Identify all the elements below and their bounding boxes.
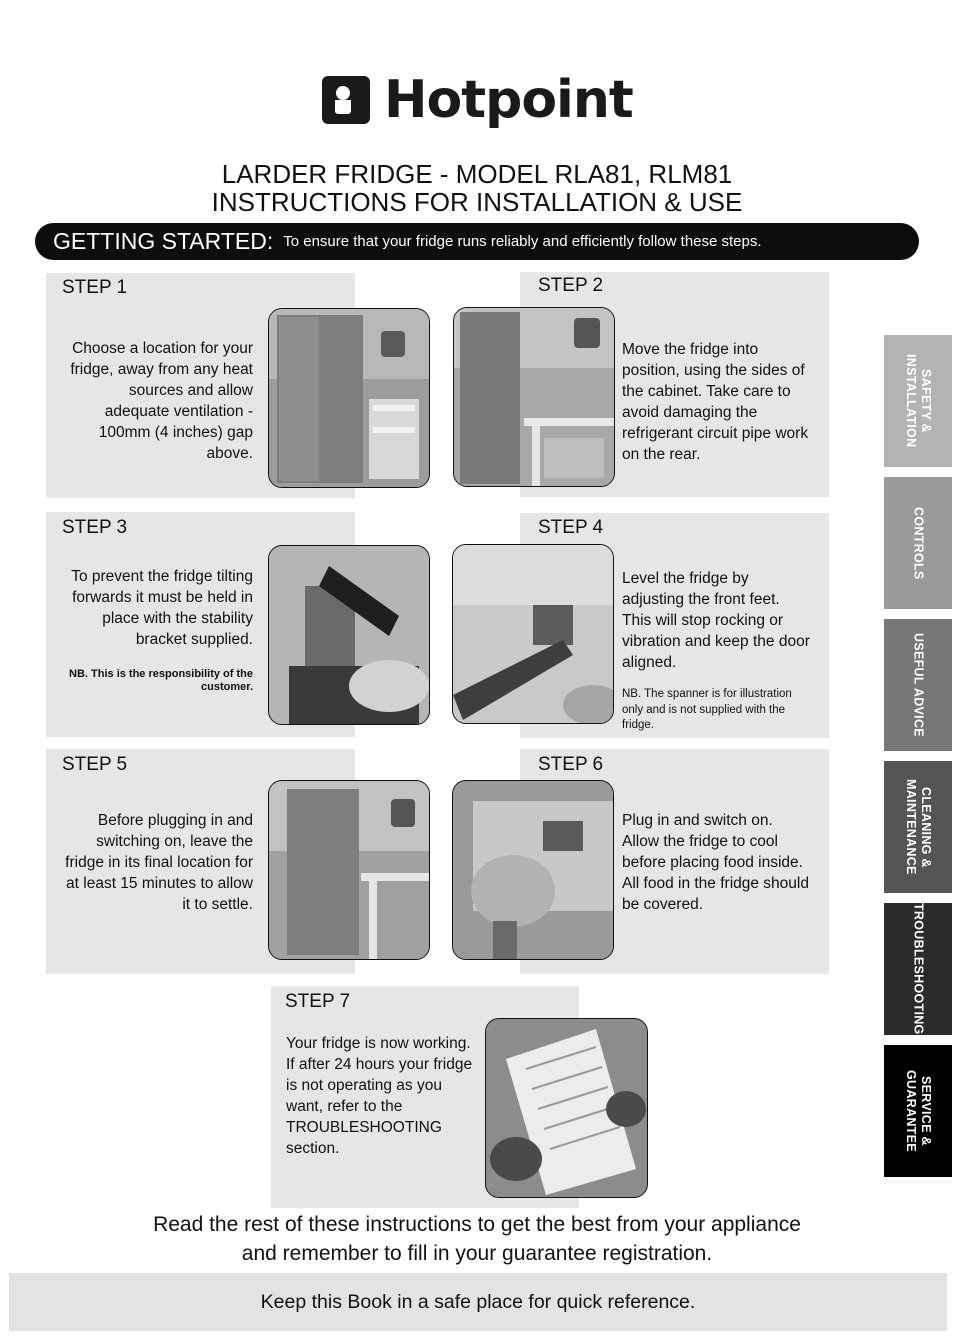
footer-message-line2: and remember to fill in your guarantee registration.: [241, 1242, 713, 1265]
keep-book-bar: [9, 1273, 947, 1331]
step-5-label: STEP 5: [62, 754, 128, 775]
tab-controls-label: CONTROLS: [911, 506, 926, 580]
tab-troubleshooting-label: TROUBLESHOOTING: [911, 903, 926, 1035]
getting-started-heading: GETTING STARTED:: [53, 228, 274, 254]
step-3-note: NB. This is the responsibility of the customer.: [69, 668, 253, 693]
step-2-text: Move the fridge into position, using the sides of the cabinet. Take care to avoid damaging the refrigerant circuit pipe work on the rear.: [622, 341, 809, 463]
tab-controls[interactable]: [884, 477, 952, 609]
step-6-label: STEP 6: [538, 754, 604, 775]
step-5-photo: [268, 780, 430, 960]
tab-safety-installation[interactable]: [884, 335, 952, 467]
tab-safety-installation-label: SAFETY & INSTALLATION: [904, 354, 933, 448]
step-2-label: STEP 2: [538, 275, 604, 296]
getting-started-text: To ensure that your fridge runs reliably and efficiently follow these steps.: [283, 233, 762, 250]
step-2-photo: [453, 307, 615, 487]
page-title-line2: INSTRUCTIONS FOR INSTALLATION & USE: [211, 187, 743, 217]
step-4-note: NB. The spanner is for illustration only and is not supplied with the fridge.: [622, 688, 792, 731]
tab-useful-advice[interactable]: [884, 619, 952, 751]
step-3-text: To prevent the fridge tilting forwards it must be held in place with the stability bracket supplied.: [71, 568, 253, 648]
step-1-photo: [268, 308, 430, 488]
step-4-text: Level the fridge by adjusting the front feet. This will stop rocking or vibration and keep the door aligned.: [622, 570, 810, 671]
footer-message-line1: Read the rest of these instructions to get the best from your appliance: [153, 1213, 801, 1236]
tab-service-guarantee-label: SERVICE & GUARANTEE: [904, 1070, 933, 1152]
step-1-label: STEP 1: [62, 277, 128, 298]
page-title-line1: LARDER FRIDGE - MODEL RLA81, RLM81: [221, 159, 733, 189]
brand-name: Hotpoint: [384, 70, 633, 130]
step-7-photo: [485, 1018, 648, 1198]
hotpoint-logo: [322, 70, 633, 130]
keep-book-text: Keep this Book in a safe place for quick reference.: [260, 1290, 696, 1313]
step-7-label: STEP 7: [285, 991, 351, 1012]
step-4-photo: [452, 544, 614, 724]
step-6-text: Plug in and switch on. Allow the fridge to cool before placing food inside. All food in the fridge should be covered.: [622, 812, 809, 913]
tab-troubleshooting[interactable]: [884, 903, 952, 1035]
tab-cleaning-maintenance[interactable]: [884, 761, 952, 893]
step-3-label: STEP 3: [62, 517, 128, 538]
step-4-label: STEP 4: [538, 517, 604, 538]
hotpoint-logo-mark-icon: [322, 76, 370, 124]
tab-cleaning-maintenance-label: CLEANING & MAINTENANCE: [904, 779, 933, 875]
getting-started-bar: [35, 223, 919, 260]
step-5-text: Before plugging in and switching on, leave the fridge in its final location for at least 15 minutes to allow it to settle.: [65, 812, 253, 913]
step-6-photo: [452, 780, 614, 960]
step-1-text: Choose a location for your fridge, away from any heat sources and allow adequate ventilation - 100mm (4 inches) gap above.: [70, 340, 253, 462]
tab-service-guarantee[interactable]: [884, 1045, 952, 1177]
step-3-photo: [268, 545, 430, 725]
step-7-text: Your fridge is now working. If after 24 hours your fridge is not operating as you want, refer to the TROUBLESHOOTING section.: [286, 1035, 473, 1157]
tab-useful-advice-label: USEFUL ADVICE: [911, 633, 926, 737]
